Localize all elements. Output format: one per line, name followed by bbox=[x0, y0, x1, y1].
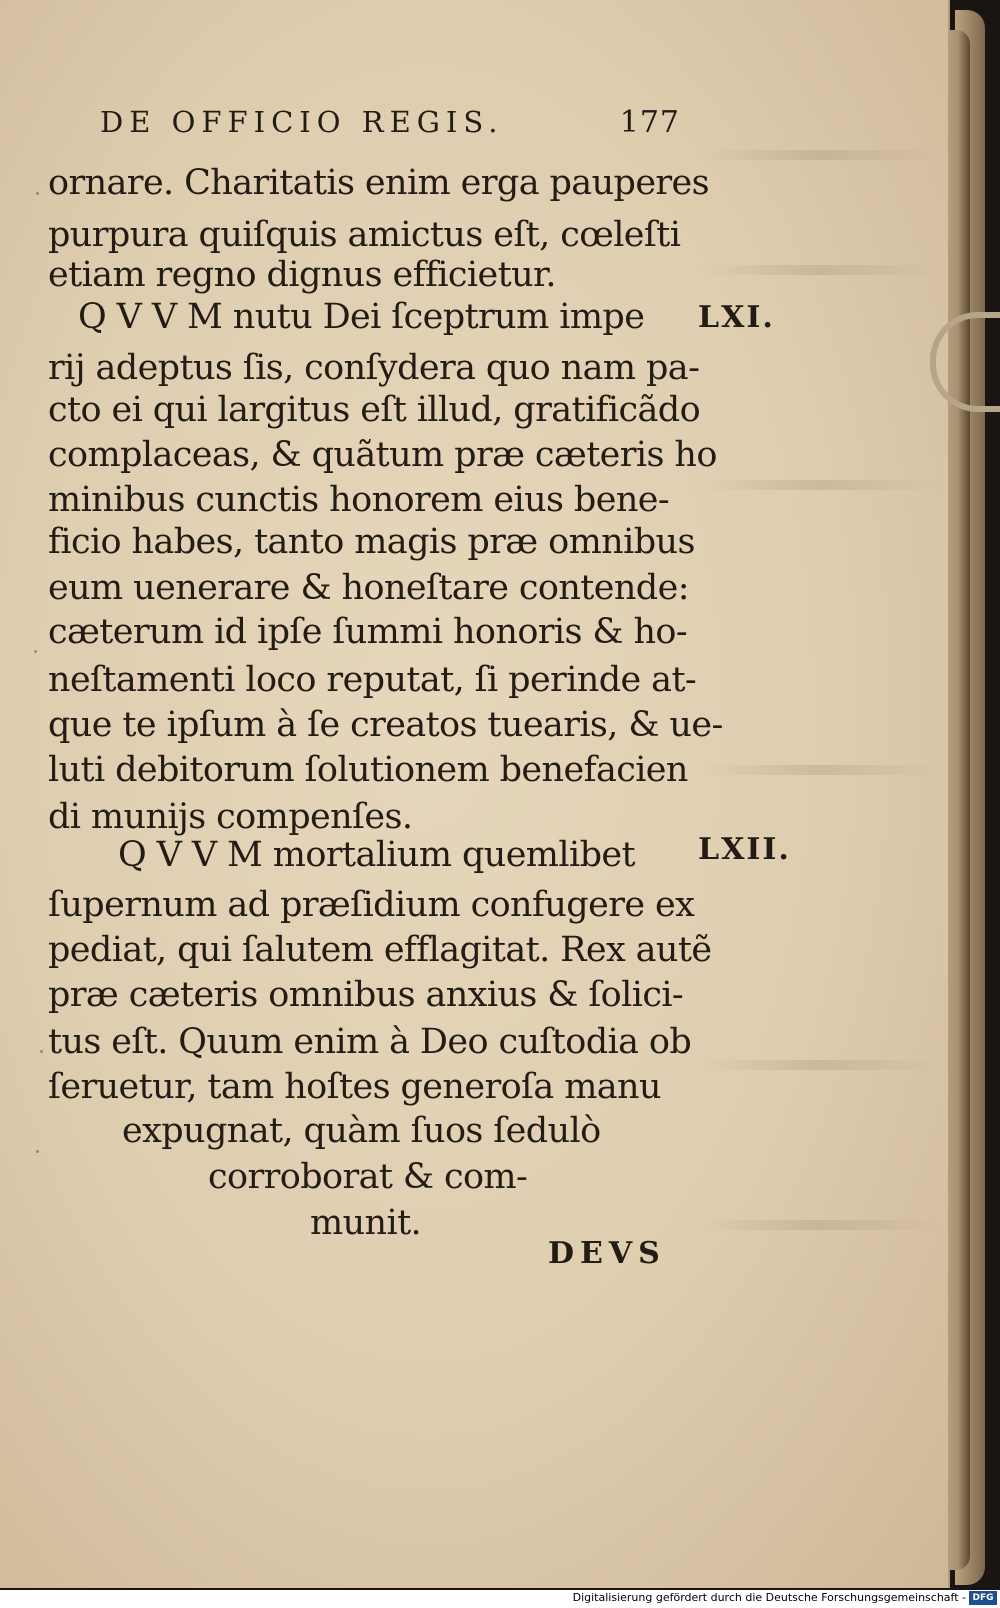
text-line: ſupernum ad præſidium confugere ex bbox=[48, 885, 695, 925]
margin-number: LXII. bbox=[698, 832, 791, 867]
ink-speck bbox=[34, 650, 37, 653]
folio-number: 177 bbox=[619, 105, 680, 140]
bleed-through bbox=[700, 1220, 940, 1230]
text-line: complaceas, & quãtum præ cæteris ho bbox=[48, 435, 717, 475]
text-line: corroborat & com- bbox=[208, 1157, 528, 1197]
text-line: luti debitorum ſolutionem benefacien bbox=[48, 750, 688, 790]
footer-credit: Digitalisierung gefördert durch die Deutsche Forschungsgemeinschaft - bbox=[572, 1591, 966, 1604]
running-head-title: DE OFFICIO REGIS. bbox=[100, 105, 504, 139]
text-line: ficio habes, tanto magis præ omnibus bbox=[48, 522, 695, 562]
text-line: purpura quiſquis amictus eſt, cœleſti bbox=[48, 215, 681, 255]
text-line: Q V V M nutu Dei ſceptrum impe bbox=[78, 297, 645, 337]
bleed-through bbox=[700, 1060, 940, 1070]
ink-speck bbox=[36, 192, 39, 195]
text-line: ſeruetur, tam hoſtes generoſa manu bbox=[48, 1067, 661, 1107]
dfg-logo-icon: DFG bbox=[969, 1591, 997, 1605]
text-line: eum uenerare & honeſtare contende: bbox=[48, 568, 689, 608]
bleed-through bbox=[700, 265, 940, 275]
bleed-through bbox=[700, 765, 940, 775]
text-line: neſtamenti loco reputat, ſi perinde at- bbox=[48, 660, 697, 700]
text-line: minibus cunctis honorem eius bene- bbox=[48, 480, 670, 520]
ink-speck bbox=[40, 1050, 43, 1053]
text-line: que te ipſum à ſe creatos tuearis, & ue- bbox=[48, 705, 723, 745]
text-line: pediat, qui ſalutem efflagitat. Rex autẽ bbox=[48, 930, 712, 970]
text-line: ornare. Charitatis enim erga pauperes bbox=[48, 163, 710, 203]
text-line: cæterum id ipſe ſummi honoris & ho- bbox=[48, 612, 688, 652]
text-line: Q V V M mortalium quemlibet bbox=[118, 835, 635, 875]
text-line: rij adeptus ſis, conſydera quo nam pa- bbox=[48, 348, 700, 388]
catchword: DEVS bbox=[548, 1236, 666, 1271]
text-line: etiam regno dignus efficietur. bbox=[48, 255, 556, 295]
text-line: di munijs compenſes. bbox=[48, 797, 413, 837]
text-line: præ cæteris omnibus anxius & ſolici- bbox=[48, 975, 684, 1015]
running-head bbox=[100, 105, 680, 149]
bleed-through bbox=[700, 150, 940, 160]
text-line: expugnat, quàm ſuos ſedulò bbox=[122, 1111, 601, 1151]
bleed-through bbox=[700, 480, 940, 490]
text-line: tus eſt. Quum enim à Deo cuſtodia ob bbox=[48, 1022, 692, 1062]
text-line: munit. bbox=[310, 1203, 422, 1243]
margin-number: LXI. bbox=[698, 300, 775, 335]
ink-speck bbox=[36, 1150, 39, 1153]
text-line: cto ei qui largitus eſt illud, gratificãdo bbox=[48, 390, 701, 430]
